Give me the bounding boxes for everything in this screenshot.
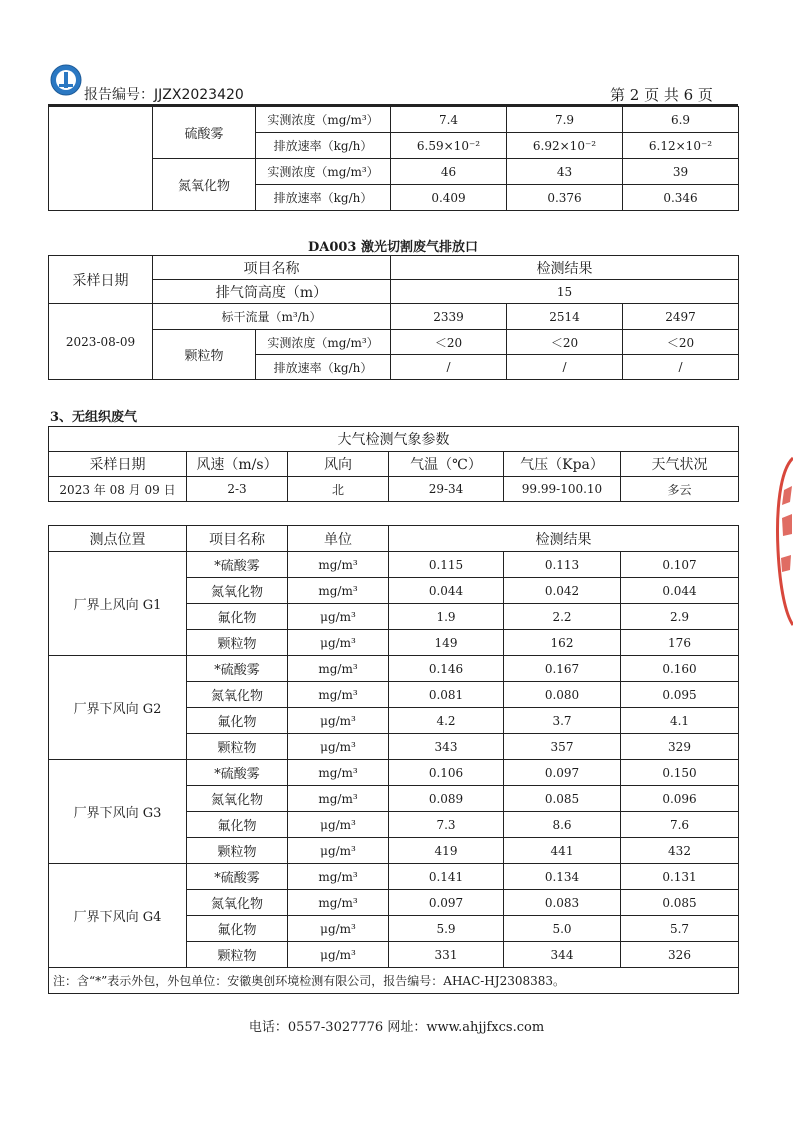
weather-header: 采样日期 [49, 452, 187, 477]
table-row [49, 864, 739, 890]
row-label: 排放速率（kg/h） [256, 133, 391, 159]
value-cell: 2.2 [504, 604, 621, 630]
value-cell: 432 [621, 838, 739, 864]
value-cell: 0.095 [621, 682, 739, 708]
report-number: 报告编号：JJZX2023420 [84, 87, 244, 103]
unit-cell: mg/m³ [288, 864, 389, 890]
weather-header: 气压（Kpa） [504, 452, 621, 477]
value-cell: 0.089 [389, 786, 504, 812]
da003-table [48, 255, 739, 380]
fugitive-header: 项目名称 [187, 526, 288, 552]
item-cell: *硫酸雾 [187, 864, 288, 890]
value-cell: 8.6 [504, 812, 621, 838]
da003-title: DA003 激光切割废气排放口 [307, 240, 479, 255]
pollutant-sulfuric-acid: 硫酸雾 [153, 107, 256, 159]
item-cell: 氟化物 [187, 916, 288, 942]
row-label: 实测浓度（mg/m³） [256, 159, 391, 185]
blank-date-cell [49, 107, 153, 211]
location-cell: 厂界上风向 G1 [49, 552, 187, 656]
table-row [49, 656, 739, 682]
value-cell: 0.160 [621, 656, 739, 682]
fugitive-header: 测点位置 [49, 526, 187, 552]
unit-cell: μg/m³ [288, 812, 389, 838]
unit-cell: μg/m³ [288, 942, 389, 968]
value-cell: 419 [389, 838, 504, 864]
value-cell: 6.92×10⁻² [507, 133, 623, 159]
weather-value: 29-34 [389, 477, 504, 502]
footer-contact: 电话：0557-3027776 网址：www.ahjjfxcs.com [248, 1020, 545, 1035]
value-cell: 441 [504, 838, 621, 864]
value-cell: 0.141 [389, 864, 504, 890]
value-cell: 4.1 [621, 708, 739, 734]
item-cell: 氟化物 [187, 604, 288, 630]
item-cell: 颗粒物 [187, 942, 288, 968]
value-cell: 149 [389, 630, 504, 656]
row-label: 排放速率（kg/h） [256, 185, 391, 211]
weather-value: 99.99-100.10 [504, 477, 621, 502]
pollutant-particulate: 颗粒物 [153, 330, 256, 380]
value-cell: 1.9 [389, 604, 504, 630]
stack-height-label: 排气筒高度（m） [153, 280, 391, 304]
value-cell: 0.081 [389, 682, 504, 708]
item-cell: 颗粒物 [187, 630, 288, 656]
company-logo [50, 64, 82, 96]
table-row [49, 552, 739, 578]
fugitive-table [48, 525, 739, 994]
value-cell: 326 [621, 942, 739, 968]
item-cell: 颗粒物 [187, 838, 288, 864]
page-indicator: 第 2 页 共 6 页 [610, 86, 713, 104]
sample-date-header: 采样日期 [49, 256, 153, 304]
value-cell: 5.9 [389, 916, 504, 942]
value-cell: 329 [621, 734, 739, 760]
weather-header: 风速（m/s） [187, 452, 288, 477]
flow-label: 标干流量（m³/h） [153, 304, 391, 330]
value-cell: 0.106 [389, 760, 504, 786]
value-cell: 5.7 [621, 916, 739, 942]
value-cell: 0.097 [504, 760, 621, 786]
location-cell: 厂界下风向 G2 [49, 656, 187, 760]
unit-cell: mg/m³ [288, 656, 389, 682]
top-emission-table [48, 106, 739, 211]
unit-cell: μg/m³ [288, 838, 389, 864]
weather-title: 大气检测气象参数 [49, 427, 739, 452]
value-cell: 0.346 [623, 185, 739, 211]
unit-cell: mg/m³ [288, 890, 389, 916]
value-cell: 0.167 [504, 656, 621, 682]
value-cell: 0.085 [504, 786, 621, 812]
pollutant-nox: 氮氧化物 [153, 159, 256, 211]
value-cell: 2497 [623, 304, 739, 330]
weather-value: 2-3 [187, 477, 288, 502]
value-cell: ＜20 [507, 330, 623, 355]
row-label: 实测浓度（mg/m³） [256, 330, 391, 355]
section-heading: 3、无组织废气 [50, 410, 138, 425]
value-cell: 331 [389, 942, 504, 968]
item-cell: *硫酸雾 [187, 760, 288, 786]
unit-cell: μg/m³ [288, 916, 389, 942]
value-cell: / [507, 355, 623, 380]
value-cell: 6.9 [623, 107, 739, 133]
stack-height-value: 15 [391, 280, 739, 304]
value-cell: 0.080 [504, 682, 621, 708]
weather-table [48, 426, 739, 502]
location-cell: 厂界下风向 G4 [49, 864, 187, 968]
value-cell: 0.044 [389, 578, 504, 604]
item-cell: 氮氧化物 [187, 890, 288, 916]
unit-cell: mg/m³ [288, 578, 389, 604]
value-cell: 2.9 [621, 604, 739, 630]
value-cell: 344 [504, 942, 621, 968]
fugitive-header: 检测结果 [389, 526, 739, 552]
sample-date: 2023-08-09 [49, 304, 153, 380]
value-cell: 0.376 [507, 185, 623, 211]
unit-cell: mg/m³ [288, 786, 389, 812]
value-cell: 5.0 [504, 916, 621, 942]
value-cell: 0.042 [504, 578, 621, 604]
table-row [49, 760, 739, 786]
value-cell: ＜20 [391, 330, 507, 355]
value-cell: 39 [623, 159, 739, 185]
value-cell: / [391, 355, 507, 380]
value-cell: 0.096 [621, 786, 739, 812]
weather-header: 气温（℃） [389, 452, 504, 477]
value-cell: 0.150 [621, 760, 739, 786]
value-cell: 176 [621, 630, 739, 656]
weather-value: 2023 年 08 月 09 日 [49, 477, 187, 502]
value-cell: 6.59×10⁻² [391, 133, 507, 159]
unit-cell: mg/m³ [288, 682, 389, 708]
value-cell: 0.115 [389, 552, 504, 578]
value-cell: 0.131 [621, 864, 739, 890]
value-cell: 0.085 [621, 890, 739, 916]
unit-cell: μg/m³ [288, 708, 389, 734]
stamp-fragment [772, 450, 793, 630]
item-cell: *硫酸雾 [187, 552, 288, 578]
value-cell: 7.4 [391, 107, 507, 133]
weather-value: 多云 [621, 477, 739, 502]
value-cell: 0.146 [389, 656, 504, 682]
unit-cell: μg/m³ [288, 630, 389, 656]
unit-cell: mg/m³ [288, 760, 389, 786]
value-cell: 2514 [507, 304, 623, 330]
item-cell: 氟化物 [187, 812, 288, 838]
value-cell: 357 [504, 734, 621, 760]
value-cell: 0.097 [389, 890, 504, 916]
value-cell: 0.134 [504, 864, 621, 890]
weather-header: 风向 [288, 452, 389, 477]
item-cell: *硫酸雾 [187, 656, 288, 682]
location-cell: 厂界下风向 G3 [49, 760, 187, 864]
row-label: 实测浓度（mg/m³） [256, 107, 391, 133]
value-cell: 2339 [391, 304, 507, 330]
value-cell: 0.107 [621, 552, 739, 578]
fugitive-header: 单位 [288, 526, 389, 552]
value-cell: 0.113 [504, 552, 621, 578]
item-cell: 氮氧化物 [187, 786, 288, 812]
item-name-header: 项目名称 [153, 256, 391, 280]
unit-cell: μg/m³ [288, 604, 389, 630]
value-cell: 343 [389, 734, 504, 760]
item-cell: 氮氧化物 [187, 578, 288, 604]
row-label: 排放速率（kg/h） [256, 355, 391, 380]
weather-value: 北 [288, 477, 389, 502]
weather-header: 天气状况 [621, 452, 739, 477]
value-cell: 0.409 [391, 185, 507, 211]
unit-cell: μg/m³ [288, 734, 389, 760]
value-cell: 7.6 [621, 812, 739, 838]
value-cell: 43 [507, 159, 623, 185]
value-cell: 7.3 [389, 812, 504, 838]
unit-cell: mg/m³ [288, 552, 389, 578]
item-cell: 氮氧化物 [187, 682, 288, 708]
value-cell: 162 [504, 630, 621, 656]
value-cell: 0.083 [504, 890, 621, 916]
result-header: 检测结果 [391, 256, 739, 280]
value-cell: 46 [391, 159, 507, 185]
value-cell: 0.044 [621, 578, 739, 604]
value-cell: 3.7 [504, 708, 621, 734]
item-cell: 颗粒物 [187, 734, 288, 760]
value-cell: 4.2 [389, 708, 504, 734]
value-cell: ＜20 [623, 330, 739, 355]
value-cell: 6.12×10⁻² [623, 133, 739, 159]
outsourcing-note: 注：含“*”表示外包，外包单位：安徽奥创环境检测有限公司，报告编号：AHAC-HJ2308383。 [49, 968, 739, 994]
value-cell: 7.9 [507, 107, 623, 133]
item-cell: 氟化物 [187, 708, 288, 734]
value-cell: / [623, 355, 739, 380]
